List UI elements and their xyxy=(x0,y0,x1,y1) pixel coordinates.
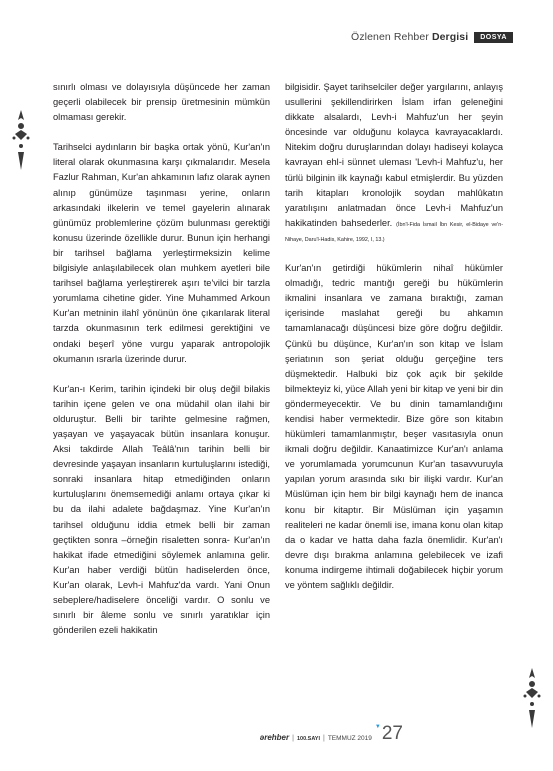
paragraph: sınırlı olması ve dolayısıyla düşüncede her zaman geçerli olabilecek bir prensip üretmesinin mümkün olmaması gerekir. xyxy=(53,82,270,123)
paragraph: Kur'an'ın getirdiği hükümlerin nihaî hükümler olmadığı, tedric mantığı gereği bu hükümlerin ikmalini insanlara ve zamana bıraktığı, zaman içerisinde maslahat gereği bu ahkamın tamamlanacağı düşüncesi bize göre doğru değildir. Çünkü bu düşünce, Kur'an'ın son kitap ve İslam şeriatının son şeriat olduğu gerçeğine ters düşmektedir. Halbuki biz çok açık bir şekilde bilmekteyiz ki, yüce Allah yeni bir kitap ve yeni bir din göndermeyecektir. Ve bu dinin tamamlandığını kendisi haber vermektedir. Bize göre son kitabın hükümleri tamamlanmıştır, beşer vasıtasıyla onun ikmali doğru değildir. Kanaatimizce Kur'an'ı anlama ve yorumlamada yorumcunun Kur'an tasavvuruyla yapılan yorum arasında sıkı bir ilişki vardır. Kur'an Müslüman için hem bir bilgi kaynağı hem de inanca konu bir kitaptır. Bir Müslüman için yaşamın realiteleri ne kadar önemli ise, imana konu olan kitap da o kadar ve hatta daha fazla önemlidir. Kur'an'ı devre dışı bırakma anlamına gelebilecek ve izafi konuma indirgeme ihtimali doğabilecek hiçbir yorum ve yöntem sağlıklı değildir. xyxy=(285,263,503,590)
magazine-title-bold: Dergisi xyxy=(431,31,469,43)
triangle-icon: ▼ xyxy=(374,724,381,730)
running-header xyxy=(351,30,513,44)
issue-number: 100.SAYI xyxy=(296,736,320,742)
section-tag: DOSYA xyxy=(474,32,513,43)
ornament-icon-left xyxy=(10,110,32,170)
brand-logo: ərehber xyxy=(259,733,290,742)
right-column xyxy=(285,80,503,608)
left-column xyxy=(53,80,270,653)
issue-date: TEMMUZ 2019 xyxy=(327,735,372,742)
paragraph: Kur'an-ı Kerim, tarihin içindeki bir oluş değil bilakis tarihin içene gelen ve ona müdahil olan ilahi bir olduruştur. Belli bir tarihte gelmesine rağmen, yaşayan ve yaşayacak bütün insanlara konuşur. Aksi takdirde Allah Teâlâ'nın tarihin belli bir devresinde yaşayan insanların kurtuluşlarını istediği, sonraki insanlara hitap etmediğinden onların kurtuluşlarını önemsemediği anlamı ortaya çıkar ki bu da ilahi adalete bağdaşmaz. Yine Kur'an'ın tarihsel olduğunu iddia etmek belli bir zaman geçtikten sonra –örneğin risaletten sonra- Kur'an'ın hakikat ifade etmediğini söylemek anlamına gelir. Kur'an haber verdiği bütün hadiselerden önce, Kur'an olarak, Levh-i Mahfuz'da vardı. Yani Onun sebeplere/hadiselere önceliği vardır. O sonlu ve sınırlı bir âleme sonlu ve sınırlı yaratıklar için gönderilen ezeli hakikatin xyxy=(53,383,270,636)
citation: (İbn'l-Fida İsmail İbn Kesir, el-Bidaye ve'n-Nihaye, Daru'l-Hadis, Kahire, 1992, I, 13.) xyxy=(285,221,503,243)
ornament-icon-right xyxy=(521,668,543,728)
divider: | xyxy=(323,735,325,742)
page-number: 27 xyxy=(381,723,403,744)
paragraph-text: bilgisidir. Şayet tarihselciler değer yargılarını, anlayış usullerini şekillendirirken İslam irfan geleneğini dikkate alsalardı, Levh-i Mahfuz'un her şeyin öncesinde var olduğunu kolayca kavrayacaklardı. Nitekim doğru duruşlarından dolayı hadiseyi kolayca kavrayan ehl-i sünnet uleması 'Levh-i Mahfuz'u, her türlü bilginin ilk kaynağı kabul etmişlerdir. Bu yüzden tarih kitapları kronolojik soydan mahlûkatın yaratılışını anlatmadan önce Levh-i Mahfuz'un hakikatinden bahsederler. xyxy=(285,82,503,228)
divider: | xyxy=(292,735,294,742)
paragraph xyxy=(285,80,503,246)
page-footer xyxy=(259,723,403,744)
magazine-title-plain: Özlenen Rehber xyxy=(351,31,432,43)
magazine-title xyxy=(351,31,468,43)
paragraph: Tarihselci aydınların bir başka ortak yönü, Kur'an'ın literal olarak okunmasına karşı çıkmalarıdır. Mesela Fazlur Rahman, Kur'an ahkamının lafız olarak aynen alınıp günümüze taşınması yerine, onların arkasındaki ilkelerin ve temel gayelerin alınarak günümüz problemlerine çözüm bulunması gerektiği konusu üzerinde özellikle durur. Bunun için herhangi bir tarihsel bağlama yerleştirmeksizin kelime bilgisiyle anlaşılabilecek olan muhkem ayetleri bile tarihsel bağlama yerleştirerek aşırı te'vilci bir tarzla yorumlama cihetine gider. Yine Muhammed Arkoun Kur'an metninin ilahî yönünün öne çıkarılarak literal tarzda okunmasının terk edilmesi gerektiğini ve ondaki beşerî yöne vurgu yaparak antropolojik okumanın ısrarla üzerinde durur. xyxy=(53,142,270,364)
